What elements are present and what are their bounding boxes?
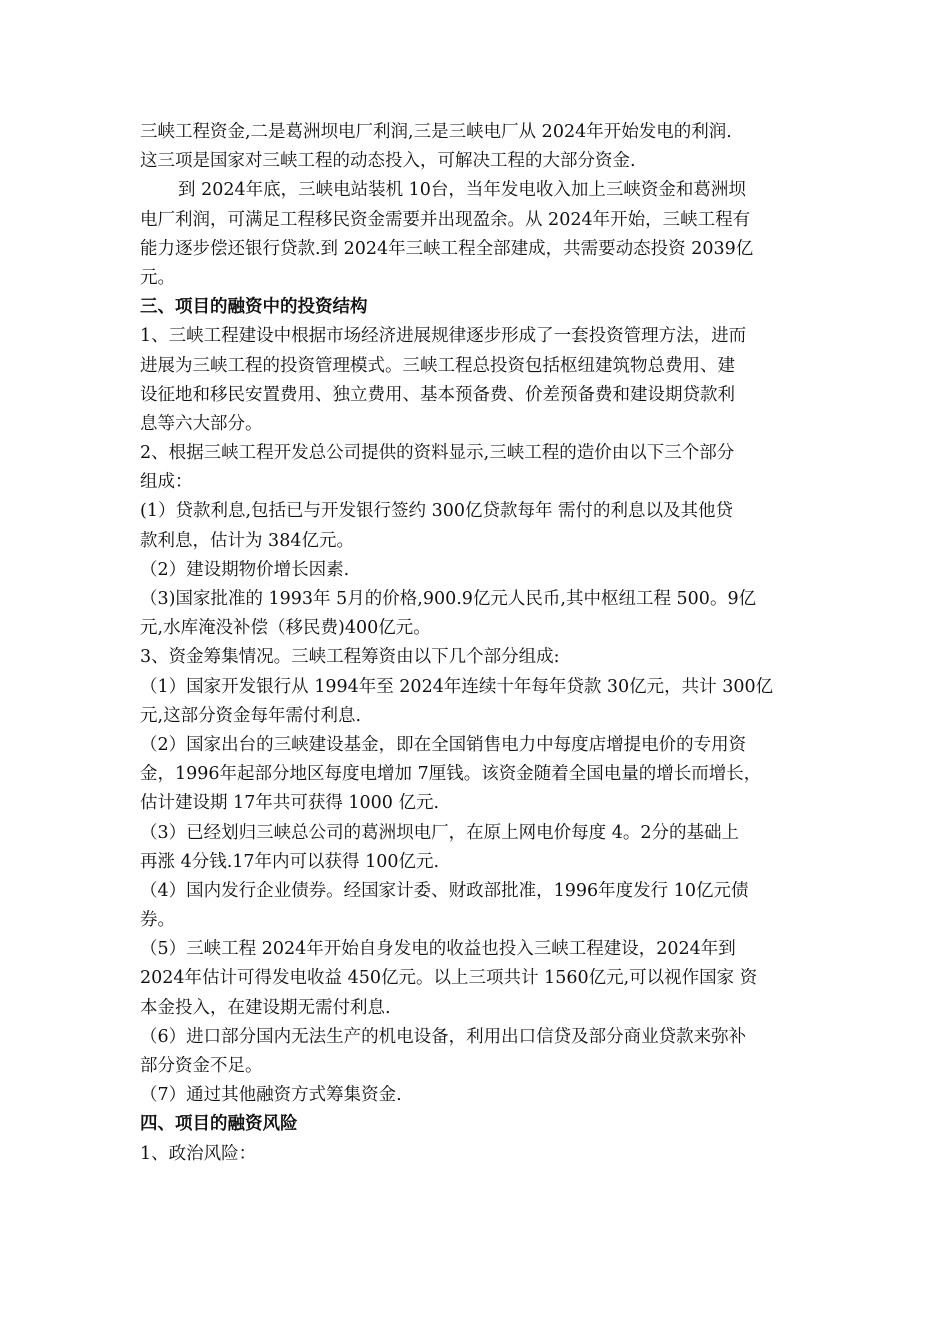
paragraph-line: （3）已经划归三峡总公司的葛洲坝电厂，在原上网电价每度 4。2分的基础上 <box>140 822 739 843</box>
paragraph-line: （4）国内发行企业债券。经国家计委、财政部批准，1996年度发行 10亿元债 <box>140 880 749 901</box>
paragraph-line: 1、政治风险： <box>140 1143 257 1164</box>
paragraph-line: 元,水库淹没补偿（移民费)400亿元。 <box>140 618 431 639</box>
paragraph-line: （2）国家出台的三峡建设基金，即在全国销售电力中每度店增提电价的专用资 <box>140 734 747 755</box>
paragraph-line: （5）三峡工程 2024年开始自身发电的收益也投入三峡工程建设，2024年到 <box>140 939 736 960</box>
paragraph-line: 2、根据三峡工程开发总公司提供的资料显示,三峡工程的造价由以下三个部分 <box>140 443 735 464</box>
paragraph-line: 券。 <box>140 910 175 931</box>
paragraph-line: 金，1996年起部分地区每度电增加 7厘钱。该资金随着全国电量的增长而增长， <box>140 764 762 785</box>
paragraph-line: 组成： <box>140 472 193 493</box>
paragraph-line: 再涨 4分钱.17年内可以获得 100亿元. <box>140 851 440 872</box>
paragraph-line: 2024年估计可得发电收益 450亿元。以上三项共计 1560亿元,可以视作国家 资 <box>140 968 758 989</box>
paragraph-line: 三峡工程资金,二是葛洲坝电厂利润,三是三峡电厂从 2024年开始发电的利润. <box>140 122 732 142</box>
paragraph-line: 估计建设期 17年共可获得 1000 亿元. <box>140 793 440 814</box>
paragraph-line: (1）贷款利息,包括已与开发银行签约 300亿贷款每年 需付的利息以及其他贷 <box>140 501 734 522</box>
paragraph-line: 进展为三峡工程的投资管理模式。三峡工程总投资包括枢纽建筑物总费用、建 <box>140 355 735 376</box>
section-heading: 四、项目的融资风险 <box>140 1114 298 1135</box>
paragraph-line: （2）建设期物价增长因素. <box>140 559 350 580</box>
paragraph-line: 1、三峡工程建设中根据市场经济进展规律逐步形成了一套投资管理方法，进而 <box>140 326 747 347</box>
document-page <box>140 118 815 1169</box>
paragraph-line: （3)国家批准的 1993年 5月的价格,900.9亿元人民币,其中枢纽工程 500。9亿 <box>140 589 757 609</box>
paragraph-line: 能力逐步偿还银行贷款.到 2024年三峡工程全部建成，共需要动态投资 2039亿 <box>140 238 754 259</box>
paragraph-line: 设征地和移民安置费用、独立费用、基本预备费、价差预备费和建设期贷款利 <box>140 384 735 405</box>
paragraph-line: 部分资金不足。 <box>140 1056 263 1076</box>
paragraph-line: 元。 <box>140 267 175 288</box>
paragraph-line: 款利息，估计为 384亿元。 <box>140 530 354 551</box>
paragraph-line: （7）通过其他融资方式筹集资金. <box>140 1085 402 1106</box>
paragraph-line: 本金投入，在建设期无需付利息. <box>140 997 391 1018</box>
paragraph-line: 电厂利润，可满足工程移民资金需要并出现盈余。从 2024年开始，三峡工程有 <box>140 209 751 230</box>
paragraph-line: 息等六大部分。 <box>140 413 263 434</box>
paragraph-line: （1）国家开发银行从 1994年至 2024年连续十年每年贷款 30亿元，共计 300亿 <box>140 676 774 697</box>
paragraph-line: 到 2024年底，三峡电站装机 10台，当年发电收入加上三峡资金和葛洲坝 <box>178 180 746 201</box>
paragraph-line: （6）进口部分国内无法生产的机电设备，利用出口信贷及部分商业贷款来弥补 <box>140 1026 747 1047</box>
paragraph-line: 3、资金筹集情况。三峡工程筹资由以下几个部分组成: <box>140 647 560 668</box>
paragraph-line: 这三项是国家对三峡工程的动态投入，可解决工程的大部分资金. <box>140 151 636 172</box>
section-heading: 三、项目的融资中的投资结构 <box>140 297 368 318</box>
paragraph-line: 元,这部分资金每年需付利息. <box>140 705 362 726</box>
